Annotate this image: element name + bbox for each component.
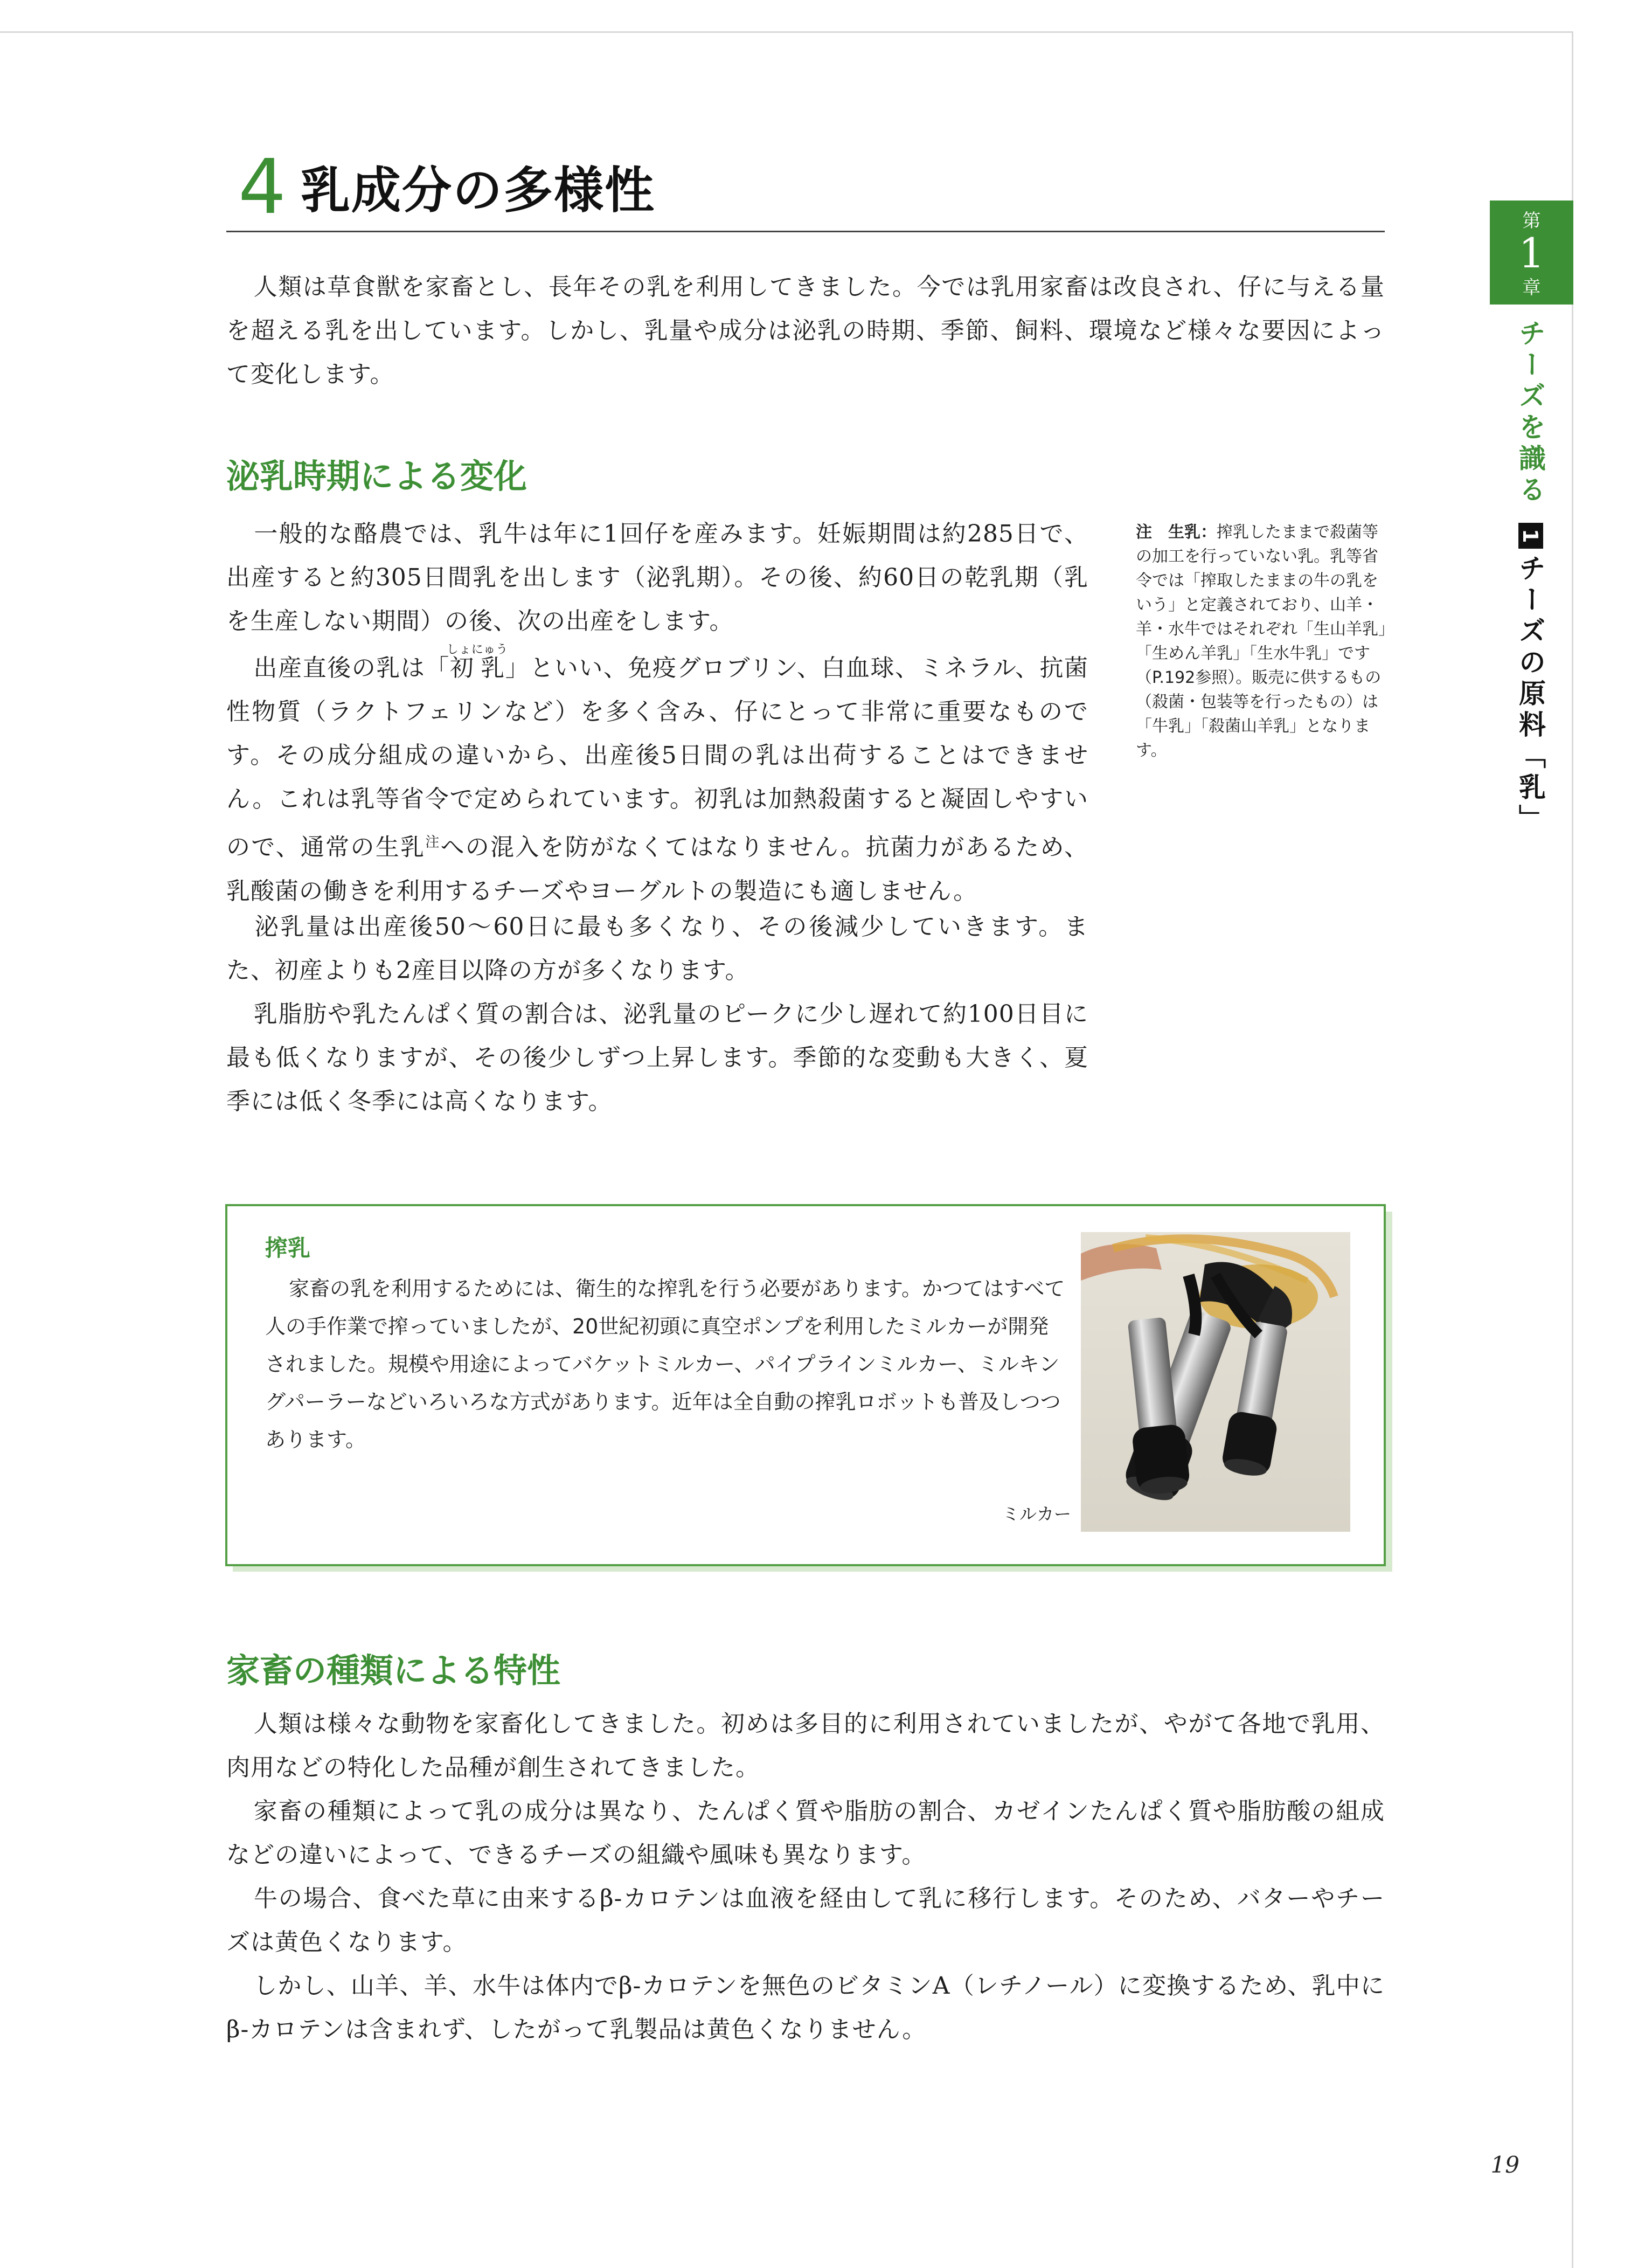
lactation-paragraph-3: 泌乳量は出産後50〜60日に最も多くなり、その後減少していきます。また、初産よりも2産目以降の方が多くなります。: [226, 913, 1088, 984]
chapter-tab-suffix: 章: [1522, 277, 1541, 299]
species-paragraph-2: 家畜の種類によって乳の成分は異なり、たんぱく質や脂肪の割合、カゼインたんぱく質や脂肪酸の組成などの違いによって、できるチーズの組織や風味も異なります。: [226, 1797, 1385, 1869]
note-marker: 注: [425, 834, 441, 850]
lactation-paragraph-1: 一般的な酪農では、乳牛は年に1回仔を産みます。妊娠期間は約285日で、出産すると約305日間乳を出します（泌乳期）。その後、約60日の乾乳期（乳を生産しない期間）の後、次の出産をします。: [226, 520, 1088, 635]
page-trim-line-top: [0, 31, 1573, 33]
species-heading: 家畜の種類による特性: [226, 1651, 561, 1690]
milker-caption: ミルカー: [1002, 1504, 1071, 1524]
page-trim-line-right: [1572, 31, 1573, 2268]
chapter-tab-number: 1: [1518, 229, 1545, 277]
milker-illustration: [1081, 1232, 1350, 1532]
subchapter-title: チーズの原料「乳」: [1515, 554, 1546, 835]
species-paragraph-4: しかし、山羊、羊、水牛は体内でβ-カロテンを無色のビタミンA（レチノール）に変換するため、乳中にβ-カロテンは含まれず、したがって乳製品は黄色くなりません。: [226, 1972, 1385, 2043]
intro-paragraph: 人類は草食獣を家畜とし、長年その乳を利用してきました。今では乳用家畜は改良され、仔に与える量を超える乳を出しています。しかし、乳量や成分は泌乳の時期、季節、飼料、環境など様々な要因によって変化します。: [226, 273, 1385, 388]
side-note-raw-milk: [1136, 520, 1390, 763]
lactation-paragraph-4: 乳脂肪や乳たんぱく質の割合は、泌乳量のピークに少し遅れて約100日目に最も低くなりますが、その後少しずつ上昇します。季節的な変動も大きく、夏季には低く冬季には高くなります。: [226, 1000, 1088, 1115]
page-number: 19: [1490, 2152, 1519, 2178]
chapter-tab: [1490, 200, 1573, 305]
note-text: 搾乳したままで殺菌等の加工を行っていない乳。乳等省令では「搾取したままの牛の乳をいう」と定義されており、山羊・羊・水牛ではそれぞれ「生山羊乳」「生めん羊乳」「生水牛乳」です（P.192参照）。販売に供するもの（殺菌・包装等を行ったもの）は「牛乳」「殺菌山羊乳」となります。: [1136, 523, 1386, 760]
shonyu-term: 初乳しょにゅう: [446, 643, 509, 682]
subchapter-number-badge: 1: [1518, 523, 1543, 549]
lactation-paragraph-2: 出産直後の乳は「初乳しょにゅう」といい、免疫グロブリン、白血球、ミネラル、抗菌性物質（ラクトフェリンなど）を多く含み、仔にとって非常に重要なものです。その成分組成の違いから、出産後5日間の乳は出荷することはできません。これは乳等省令で定められています。初乳は加熱殺菌すると凝固しやすいので、通常の生乳$^注$への混入を防がなくてはなりません。抗菌力があるため、乳酸菌の働きを利用するチーズやヨーグルトの製造にも適しません。: [226, 643, 1088, 905]
species-paragraph-1: 人類は様々な動物を家畜化してきました。初めは多目的に利用されていましたが、やがて各地で乳用、肉用などの特化した品種が創生されてきました。: [226, 1710, 1385, 1781]
section-title: 乳成分の多様性: [301, 162, 656, 219]
chapter-tab-prefix: 第: [1522, 210, 1541, 232]
chapter-title-vertical: チーズを識る: [1515, 319, 1546, 507]
milking-info-box: [225, 1204, 1386, 1566]
section-number: 4: [238, 143, 287, 231]
milking-box-title: 搾乳: [265, 1235, 311, 1261]
milker-photo: [1081, 1232, 1350, 1532]
subchapter-title-vertical: [1509, 523, 1552, 835]
lactation-heading: 泌乳時期による変化: [226, 457, 528, 496]
note-label: 注 生乳：: [1136, 523, 1217, 542]
species-paragraph-3: 牛の場合、食べた草に由来するβ-カロテンは血液を経由して乳に移行します。そのため、バターやチーズは黄色くなります。: [226, 1885, 1385, 1956]
section-heading: [226, 144, 1385, 232]
milking-box-text: 家畜の乳を利用するためには、衛生的な搾乳を行う必要があります。かつてはすべて人の手作業で搾っていましたが、20世紀初頭に真空ポンプを利用したミルカーが開発されました。規模や用途によってバケットミルカー、パイプラインミルカー、ミルキングパーラーなどいろいろな方式があります。近年は全自動の搾乳ロボットも普及しつつあります。: [265, 1277, 1065, 1451]
